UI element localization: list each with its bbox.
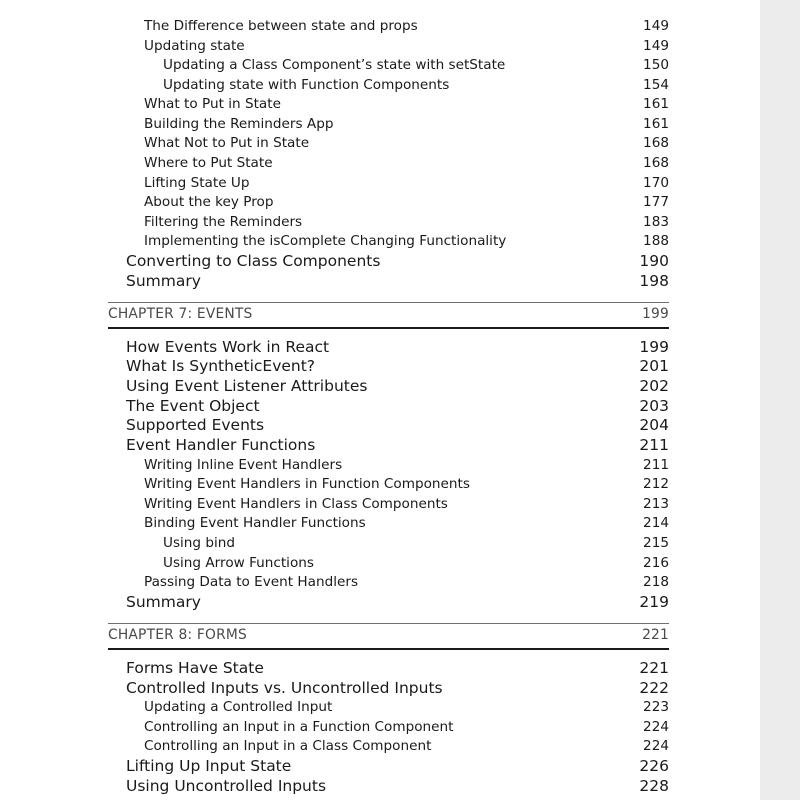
entry-page: 199 <box>639 338 669 356</box>
entry-page: 215 <box>643 535 669 551</box>
entry-title: Using bind <box>163 535 236 551</box>
toc-entry <box>0 678 760 698</box>
entry-title: Updating state <box>144 38 245 54</box>
toc-entry <box>0 533 760 553</box>
entry-title: Summary <box>126 593 201 611</box>
entry-page: 211 <box>643 457 669 473</box>
toc-entry <box>0 94 760 114</box>
entry-title: Supported Events <box>126 416 265 434</box>
entry-page: 154 <box>643 77 669 93</box>
entry-page: 183 <box>643 214 669 230</box>
entry-page: 204 <box>639 416 669 434</box>
toc-entry <box>0 192 760 212</box>
toc-entry <box>0 173 760 193</box>
chapter-page: 221 <box>642 627 669 643</box>
toc-entry <box>0 396 760 416</box>
toc-entry <box>0 114 760 134</box>
entry-title: Writing Event Handlers in Class Components <box>144 496 448 512</box>
entry-page: 202 <box>639 377 669 395</box>
toc-entry <box>0 376 760 396</box>
entry-title: Forms Have State <box>126 659 264 677</box>
entry-title: The Event Object <box>126 397 260 415</box>
entry-page: 218 <box>643 574 669 590</box>
chapter-bottom-rule <box>108 327 669 329</box>
toc-entry <box>0 756 760 776</box>
toc-entry <box>0 658 760 678</box>
entry-page: 198 <box>639 272 669 290</box>
entry-page: 188 <box>643 233 669 249</box>
entry-page: 214 <box>643 515 669 531</box>
entry-page: 149 <box>643 38 669 54</box>
entry-page: 170 <box>643 175 669 191</box>
entry-page: 224 <box>643 719 669 735</box>
entry-title: Lifting Up Input State <box>126 757 292 775</box>
chapter-title: CHAPTER 7: EVENTS <box>108 306 253 322</box>
toc-entry <box>0 717 760 737</box>
chapter-page: 199 <box>642 306 669 322</box>
toc-entry <box>0 513 760 533</box>
entry-page: 223 <box>643 699 669 715</box>
entry-title: What Is SyntheticEvent? <box>126 357 316 375</box>
toc-entry <box>0 271 760 291</box>
entry-title: Using Event Listener Attributes <box>126 377 368 395</box>
toc-entry <box>0 337 760 357</box>
entry-page: 228 <box>639 777 669 795</box>
toc-entry <box>0 212 760 232</box>
entry-title: Using Arrow Functions <box>163 555 314 571</box>
toc-entry <box>0 474 760 494</box>
entry-title: Writing Event Handlers in Function Components <box>144 476 470 492</box>
entry-page: 190 <box>639 252 669 270</box>
entry-title: Passing Data to Event Handlers <box>144 574 359 590</box>
entry-title: Where to Put State <box>144 155 273 171</box>
entry-page: 161 <box>643 116 669 132</box>
toc-entry <box>0 736 760 756</box>
toc-entry <box>0 592 760 612</box>
entry-title: Event Handler Functions <box>126 436 316 454</box>
toc-entry <box>0 16 760 36</box>
entry-page: 149 <box>643 18 669 34</box>
toc-entry <box>0 36 760 56</box>
toc-entry <box>0 435 760 455</box>
entry-page: 222 <box>639 679 669 697</box>
entry-title: Updating a Class Component’s state with setState <box>163 57 506 73</box>
entry-page: 161 <box>643 96 669 112</box>
toc-entry <box>0 55 760 75</box>
entry-title: Lifting State Up <box>144 175 250 191</box>
chapter-heading <box>0 304 760 324</box>
entry-page: 168 <box>643 135 669 151</box>
entry-page: 213 <box>643 496 669 512</box>
entry-page: 168 <box>643 155 669 171</box>
entry-title: Updating state with Function Components <box>163 77 450 93</box>
entry-title: Building the Reminders App <box>144 116 334 132</box>
chapter-top-rule <box>108 623 669 624</box>
entry-title: Summary <box>126 272 201 290</box>
toc-entry <box>0 455 760 475</box>
toc-entry <box>0 572 760 592</box>
entry-title: Controlling an Input in a Class Component <box>144 738 432 754</box>
entry-title: What Not to Put in State <box>144 135 310 151</box>
entry-page: 221 <box>639 659 669 677</box>
entry-title: Binding Event Handler Functions <box>144 515 366 531</box>
entry-title: Updating a Controlled Input <box>144 699 333 715</box>
entry-title: Using Uncontrolled Inputs <box>126 777 327 795</box>
chapter-top-rule <box>108 302 669 303</box>
toc-entry <box>0 133 760 153</box>
toc-entry <box>0 75 760 95</box>
toc-entry <box>0 697 760 717</box>
toc-entry <box>0 153 760 173</box>
toc-entry <box>0 776 760 796</box>
toc-entry <box>0 251 760 271</box>
entry-title: What to Put in State <box>144 96 281 112</box>
entry-title: Controlled Inputs vs. Uncontrolled Inputs <box>126 679 443 697</box>
page-margin <box>760 0 800 800</box>
entry-page: 203 <box>639 397 669 415</box>
entry-page: 212 <box>643 476 669 492</box>
entry-page: 226 <box>639 757 669 775</box>
chapter-title: CHAPTER 8: FORMS <box>108 627 247 643</box>
entry-page: 224 <box>643 738 669 754</box>
entry-page: 150 <box>643 57 669 73</box>
toc-entry <box>0 415 760 435</box>
entry-page: 219 <box>639 593 669 611</box>
entry-title: Implementing the isComplete Changing Functionality <box>144 233 507 249</box>
entry-page: 211 <box>639 436 669 454</box>
toc-entry <box>0 356 760 376</box>
entry-title: The Difference between state and props <box>144 18 418 34</box>
chapter-bottom-rule <box>108 648 669 650</box>
entry-title: Converting to Class Components <box>126 252 381 270</box>
toc-entry <box>0 553 760 573</box>
entry-title: Filtering the Reminders <box>144 214 303 230</box>
chapter-heading <box>0 625 760 645</box>
entry-title: Controlling an Input in a Function Component <box>144 719 454 735</box>
entry-title: About the key Prop <box>144 194 274 210</box>
entry-title: Writing Inline Event Handlers <box>144 457 343 473</box>
toc-entry <box>0 231 760 251</box>
entry-title: How Events Work in React <box>126 338 330 356</box>
toc-entry <box>0 494 760 514</box>
entry-page: 201 <box>639 357 669 375</box>
entry-page: 216 <box>643 555 669 571</box>
entry-page: 177 <box>643 194 669 210</box>
